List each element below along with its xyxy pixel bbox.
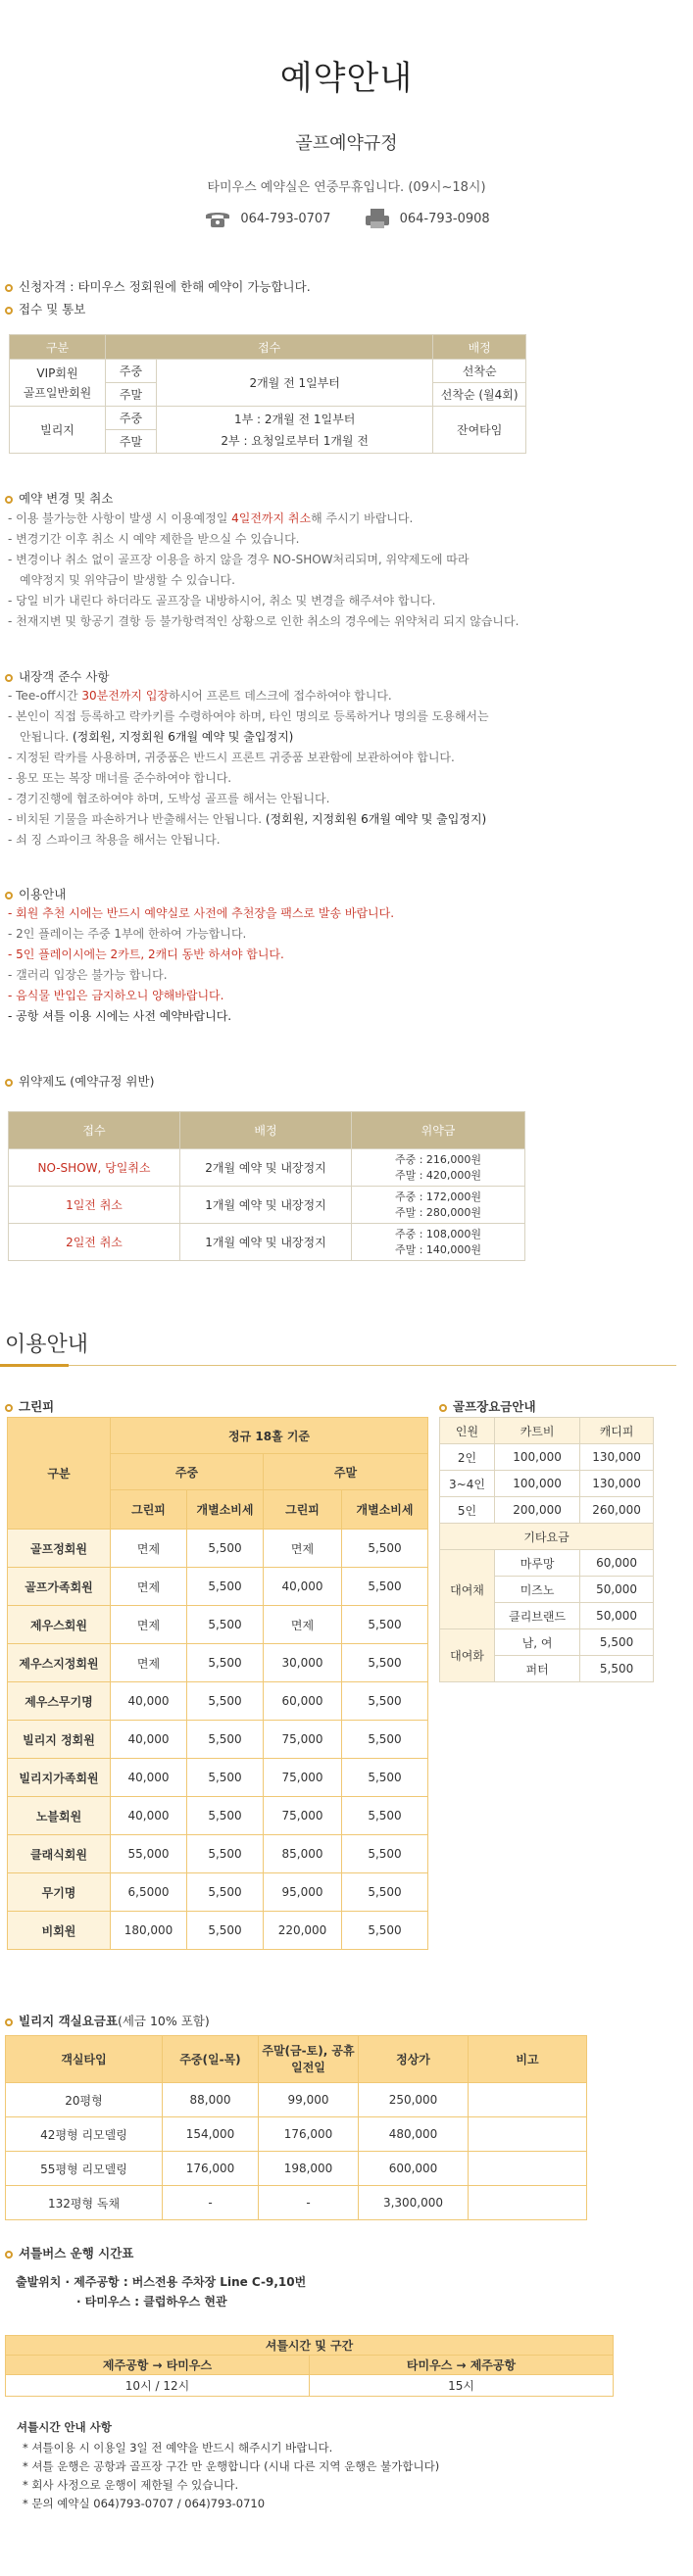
fee-cell: 5,500 <box>187 1873 264 1912</box>
table-row <box>8 1912 428 1950</box>
fee-cell: 면제 <box>111 1644 187 1682</box>
fee-cell: 95,000 <box>264 1873 342 1912</box>
bullet-icon <box>5 1079 13 1087</box>
price-cell: 154,000 <box>163 2117 259 2152</box>
table-row: 2일전 취소 1개월 예약 및 내장정지 주중 : 108,000원 주말 : 140,000원 <box>9 1224 525 1261</box>
price-cell: 198,000 <box>259 2152 359 2186</box>
fee-cell: 면제 <box>111 1568 187 1606</box>
divider-accent <box>0 1364 69 1367</box>
penalty-heading: 위약제도 (예약규정 위반) <box>5 1072 154 1090</box>
table-row <box>8 1873 428 1912</box>
member-type: 제우스회원 <box>8 1606 111 1644</box>
price-cell: 600,000 <box>359 2152 469 2186</box>
price-cell: 99,000 <box>259 2083 359 2117</box>
course-fee-heading: 골프장요금안내 <box>439 1397 536 1415</box>
assign-cell: 선착순 <box>433 360 526 383</box>
shuttle-departure: 출발위치 · 제주공항 : 버스전용 주차장 Line C-9,10번 · 타미우스 : 클럽하우스 현관 <box>16 2275 307 2309</box>
usage-guide-list: - 회원 추천 시에는 반드시 예약실로 사전에 추천장을 팩스로 발송 바랍니다. - 2인 플레이는 주중 1부에 한하여 가능합니다. - 5인 플레이시에는 2카트, 2캐디 동반 하셔야 합니다. - 갤러리 입장은 불가능 합니다. - 음식물 반입은 금지하오니 양해바랍니다. - 공항 셔틀 이용 시에는 사전 예약바랍니다. <box>8 906 395 1023</box>
bullet-icon <box>5 496 13 504</box>
member-type: 노블회원 <box>8 1797 111 1835</box>
fee-cell: 40,000 <box>264 1568 342 1606</box>
fee-cell: 면제 <box>264 1530 342 1568</box>
fee-cell: 5,500 <box>187 1797 264 1835</box>
village-heading: 빌리지 객실요금표(세금 10% 포함) <box>5 2012 210 2029</box>
rules-list: - Tee-off시간 30분전까지 입장하시어 프론트 데스크에 접수하여야 합니다. - 본인이 직접 등록하고 락카키를 수령하여야 하며, 타인 명의로 등록하거나 명의를 도용해서는 안됩니다. (정회원, 지정회원 6개월 예약 및 출입정지) - 지정된 락카를 사용하며, 귀중품은 반드시 프론트 귀중품 보관함에 보관하여야 합니다. - 용모 또는 복장 매너를 준수하여야 합니다. - 경기진행에 협조하여야 하며, 도박성 골프를 해서는 안됩니다. - 비치된 기물을 파손하거나 반출해서는 안됩니다. (정회원, 지정회원 6개월 예약 및 출입정지) - 쇠 징 스파이크 착용을 해서는 안됩니다. <box>8 689 489 847</box>
bullet-icon <box>5 2018 13 2026</box>
price-cell: 88,000 <box>163 2083 259 2117</box>
col-header: 위약금 <box>352 1112 525 1149</box>
bullet-icon <box>5 1404 13 1412</box>
fee-cell: 40,000 <box>111 1682 187 1721</box>
reception-cell: 2개월 전 1일부터 <box>157 360 433 407</box>
member-type: 빌리지가족회원 <box>8 1759 111 1797</box>
table-row: NO-SHOW, 당일취소 2개월 예약 및 내장정지 주중 : 216,000원 주말 : 420,000원 <box>9 1149 525 1187</box>
fee-cell: 5,500 <box>342 1644 428 1682</box>
rules-heading: 내장객 준수 사항 <box>5 667 109 685</box>
fee-cell: 85,000 <box>264 1835 342 1873</box>
member-type: 빌리지 정회원 <box>8 1721 111 1759</box>
fee-cell: 30,000 <box>264 1644 342 1682</box>
price-cell <box>469 2083 587 2117</box>
fee-cell: 220,000 <box>264 1912 342 1950</box>
penalty-table <box>8 1111 525 1261</box>
phone-number: 064-793-0707 <box>240 211 331 226</box>
bullet-icon <box>439 1404 447 1412</box>
table-row <box>8 1644 428 1682</box>
reception-table <box>9 334 526 454</box>
greenfee-table: 구분 정규 18홀 기준 주중 주말 그린피 개별소비세 그린피 개별소비세 골프정회원 면제 5,500 면제 5,500 골프가족회원 면제 5,500 40,000 5,500 제우스회원 면제 5,500 면제 5,500 제우스지정회원 면제 5,500 30,000 5,500 제우스무기명 40,000 5,500 60,000 5,500 빌리지 정회원 40,000 5,500 75,000 5,500 빌리지가족회원 40,000 5,500 75,000 5,500 노블회원 40,000 5,500 75,000 5,500 클래식회원 55,000 5,500 85,000 5,500 무기명 6,5000 5,500 95,000 5,500 비회원 180,000 5,500 220,000 5,500 <box>7 1417 428 1950</box>
price-cell <box>469 2117 587 2152</box>
price-cell: - <box>163 2186 259 2220</box>
col-header: 배정 <box>180 1112 352 1149</box>
fee-cell: 5,500 <box>187 1912 264 1950</box>
contact-info <box>0 208 693 233</box>
member-type: 비회원 <box>8 1912 111 1950</box>
fee-cell: 5,500 <box>342 1797 428 1835</box>
fee-cell: 5,500 <box>342 1873 428 1912</box>
weekend-cell: 주말 <box>106 430 157 454</box>
table-row <box>8 1797 428 1835</box>
course-fee-table: 인원 카트비 캐디피 2인 100,000 130,000 3~4인 100,000 130,000 5인 200,000 260,000 기타요금 대여채 마루망 60,000 미즈노 50,000 클리브랜드 50,000 대여화 남, 여 5,500 퍼터 5,500 <box>439 1417 654 1682</box>
fee-cell: 5,500 <box>342 1912 428 1950</box>
fee-cell: 5,500 <box>342 1835 428 1873</box>
page-subtitle: 골프예약규정 <box>295 133 398 154</box>
fee-cell: 40,000 <box>111 1759 187 1797</box>
room-type: 132평형 독채 <box>6 2186 163 2220</box>
change-cancel-list: - 이용 불가능한 사항이 발생 시 이용예정일 4일전까지 취소해 주시기 바랍니다. - 변경기간 이후 취소 시 예약 제한을 받으실 수 있습니다. - 변경이나 취소 없이 골프장 이용을 하지 않을 경우 NO-SHOW처리되며, 위약제도에 따라 예약정지 및 위약금이 발생할 수 있습니다. - 당일 비가 내린다 하더라도 골프장을 내방하시어, 취소 및 변경을 해주셔야 합니다. - 천재지변 및 항공기 결항 등 불가항력적인 상황으로 인한 취소의 경우에는 위약처리 되지 않습니다. <box>8 511 520 628</box>
table-row <box>8 1759 428 1797</box>
fax-number: 064-793-0908 <box>399 211 490 226</box>
village-room-table: 객실타입 주중(일-목) 주말(금-토), 공휴일전일 정상가 비고 20평형 88,000 99,000 250,000 42평형 리모델링 154,000 176,000 480,000 55평형 리모델링 176,000 198,000 600,000 132평형 독채 - - 3,300,000 <box>5 2035 587 2220</box>
fee-cell: 75,000 <box>264 1797 342 1835</box>
fee-cell: 5,500 <box>342 1568 428 1606</box>
change-cancel-heading: 예약 변경 및 취소 <box>5 489 113 507</box>
table-row <box>6 2083 587 2117</box>
fee-cell: 5,500 <box>187 1568 264 1606</box>
fee-cell: 5,500 <box>342 1721 428 1759</box>
weekday-cell: 주중 <box>106 360 157 383</box>
fee-cell: 5,500 <box>342 1682 428 1721</box>
fee-cell: 면제 <box>111 1530 187 1568</box>
table-row: 1일전 취소 1개월 예약 및 내장정지 주중 : 172,000원 주말 : 280,000원 <box>9 1187 525 1224</box>
fee-cell: 75,000 <box>264 1759 342 1797</box>
fee-cell: 5,500 <box>187 1530 264 1568</box>
fee-cell: 5,500 <box>342 1606 428 1644</box>
room-type: 20평형 <box>6 2083 163 2117</box>
table-row <box>6 2186 587 2220</box>
reception-heading: 접수 및 통보 <box>5 300 85 317</box>
bullet-icon <box>5 307 13 315</box>
phone-item[interactable] <box>203 208 330 229</box>
page-title: 예약안내 <box>279 59 414 98</box>
bullet-icon <box>5 2251 13 2259</box>
col-header: 접수 <box>106 335 433 360</box>
table-row <box>8 1568 428 1606</box>
shuttle-table: 셔틀시간 및 구간 제주공항 → 타미우스 타미우스 → 제주공항 10시 / 12시 15시 <box>5 2335 614 2397</box>
reception-cell: 1부 : 2개월 전 1일부터 2부 : 요청일로부터 1개월 전 <box>157 407 433 454</box>
fax-item[interactable] <box>363 208 490 229</box>
price-cell <box>469 2152 587 2186</box>
weekday-cell: 주중 <box>106 407 157 430</box>
fee-cell: 면제 <box>264 1606 342 1644</box>
col-header: 배정 <box>433 335 526 360</box>
eligibility-heading: 신청자격 : 타미우스 정회원에 한해 예약이 가능합니다. <box>5 277 311 295</box>
fee-cell: 5,500 <box>187 1644 264 1682</box>
price-cell <box>469 2186 587 2220</box>
fee-cell: 180,000 <box>111 1912 187 1950</box>
usage-guide-heading: 이용안내 <box>5 885 66 902</box>
fee-cell: 5,500 <box>187 1721 264 1759</box>
price-cell: 480,000 <box>359 2117 469 2152</box>
fee-cell: 6,5000 <box>111 1873 187 1912</box>
room-type: 42평형 리모델링 <box>6 2117 163 2152</box>
fee-cell: 5,500 <box>187 1682 264 1721</box>
member-type: 클래식회원 <box>8 1835 111 1873</box>
member-type: VIP회원 골프일반회원 <box>10 360 106 407</box>
col-header: 접수 <box>9 1112 180 1149</box>
table-row <box>6 2117 587 2152</box>
fee-cell: 5,500 <box>187 1835 264 1873</box>
bullet-icon <box>5 674 13 682</box>
bullet-icon <box>5 284 13 292</box>
hours-text: 타미우스 예약실은 연중무휴입니다. (09시~18시) <box>207 180 486 195</box>
phone-icon <box>203 208 232 229</box>
fee-cell: 5,500 <box>187 1606 264 1644</box>
bullet-icon <box>5 892 13 899</box>
fax-icon <box>363 208 392 229</box>
member-type: 제우스지정회원 <box>8 1644 111 1682</box>
fee-cell: 면제 <box>111 1606 187 1644</box>
table-row <box>8 1682 428 1721</box>
member-type: 골프가족회원 <box>8 1568 111 1606</box>
shuttle-heading: 셔틀버스 운행 시간표 <box>5 2244 133 2261</box>
price-cell: 176,000 <box>163 2152 259 2186</box>
assign-cell: 잔여타임 <box>433 407 526 454</box>
fee-cell: 60,000 <box>264 1682 342 1721</box>
fee-cell: 5,500 <box>187 1759 264 1797</box>
weekend-cell: 주말 <box>106 383 157 407</box>
col-header: 구분 <box>10 335 106 360</box>
member-type: 무기명 <box>8 1873 111 1912</box>
table-row <box>8 1835 428 1873</box>
price-cell: 250,000 <box>359 2083 469 2117</box>
fee-cell: 5,500 <box>342 1530 428 1568</box>
fee-cell: 40,000 <box>111 1721 187 1759</box>
table-row <box>6 2152 587 2186</box>
fee-cell: 55,000 <box>111 1835 187 1873</box>
shuttle-notes: 셔틀시간 안내 사항 * 셔틀이용 시 이용일 3일 전 예약을 반드시 해주시기 바랍니다. * 셔틀 운행은 공항과 골프장 구간 만 운행합니다 (시내 다른 지역 운행은 불가합니다) * 회사 사정으로 운행이 제한될 수 있습니다. * 문의 예약실 064)793-0707 / 064)793-0710 <box>17 2420 440 2510</box>
table-row <box>8 1606 428 1644</box>
fee-cell: 5,500 <box>342 1759 428 1797</box>
assign-cell: 선착순 (월4회) <box>433 383 526 407</box>
member-type: 제우스무기명 <box>8 1682 111 1721</box>
member-type: 골프정회원 <box>8 1530 111 1568</box>
price-cell: 3,300,000 <box>359 2186 469 2220</box>
greenfee-heading: 그린피 <box>5 1397 54 1415</box>
price-cell: - <box>259 2186 359 2220</box>
price-cell: 176,000 <box>259 2117 359 2152</box>
table-row <box>8 1721 428 1759</box>
usage-section-title: 이용안내 <box>5 1333 89 1357</box>
fee-cell: 75,000 <box>264 1721 342 1759</box>
table-row <box>8 1530 428 1568</box>
divider <box>0 1365 676 1366</box>
member-type: 빌리지 <box>10 407 106 454</box>
room-type: 55평형 리모델링 <box>6 2152 163 2186</box>
fee-cell: 40,000 <box>111 1797 187 1835</box>
